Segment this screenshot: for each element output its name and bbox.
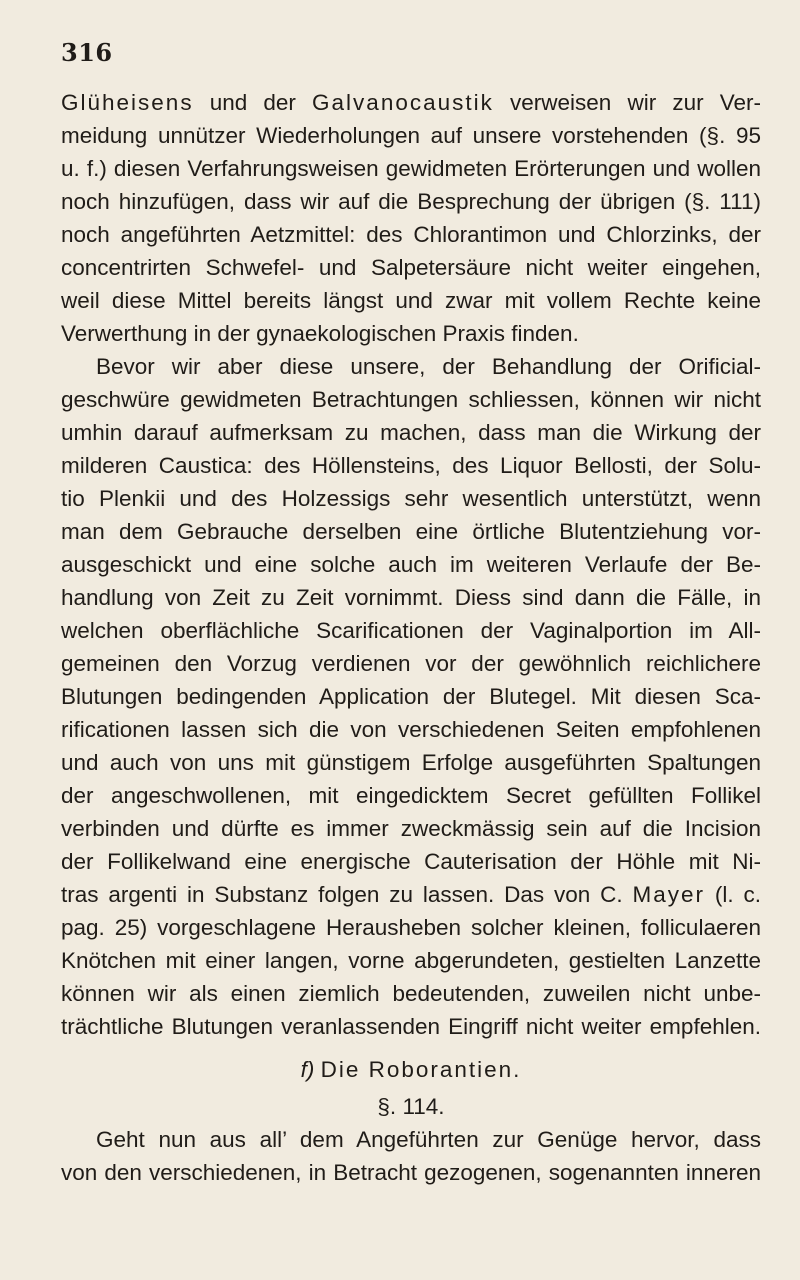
body-text	[61, 86, 761, 1189]
text-line: welchen oberflächliche Scarificationen der Vaginalportion im All-	[61, 618, 761, 643]
page-number: 316	[61, 38, 113, 67]
text-fragment: und der	[193, 90, 313, 115]
text-line: trächtliche Blutungen veranlassenden Eingriff nicht weiter empfehlen.	[61, 1014, 761, 1039]
text-line: noch hinzufügen, dass wir auf die Besprechung der übrigen (§. 111)	[61, 189, 761, 214]
text-line: rificationen lassen sich die von verschiedenen Seiten empfohlenen	[61, 717, 761, 742]
heading-title: Die Roborantien.	[320, 1057, 522, 1082]
text-line: tio Plenkii und des Holzessigs sehr wesentlich unterstützt, wenn	[61, 486, 761, 511]
text-line: können wir als einen ziemlich bedeutenden, zuweilen nicht unbe-	[61, 981, 761, 1006]
text-line: der Follikelwand eine energische Cauterisation der Höhle mit Ni-	[61, 849, 761, 874]
author-name: Mayer	[632, 882, 706, 907]
text-line: meidung unnützer Wiederholungen auf unsere vorstehenden (§. 95	[61, 123, 761, 148]
text-fragment: verweisen wir zur Ver-	[493, 90, 761, 115]
text-line	[61, 86, 761, 119]
text-line: weil diese Mittel bereits längst und zwar mit vollem Rechte keine	[61, 288, 761, 313]
text-line: umhin darauf aufmerksam zu machen, dass man die Wirkung der	[61, 420, 761, 445]
text-line: verbinden und dürfte es immer zweckmässig sein auf die Incision	[61, 816, 761, 841]
text-line: Bevor wir aber diese unsere, der Behandlung der Orificial-	[96, 354, 761, 379]
text-line: Verwerthung in der gynaekologischen Praxis finden.	[61, 321, 579, 346]
text-line: der angeschwollenen, mit eingedicktem Secret gefüllten Follikel	[61, 783, 761, 808]
text-line: von den verschiedenen, in Betracht gezogenen, sogenannten inneren	[61, 1160, 761, 1185]
heading-letter: f)	[300, 1057, 315, 1082]
text-line: Knötchen mit einer langen, vorne abgerundeten, gestielten Lanzette	[61, 948, 761, 973]
text-line: geschwüre gewidmeten Betrachtungen schliessen, können wir nicht	[61, 387, 761, 412]
text-line: und auch von uns mit günstigem Erfolge ausgeführten Spaltungen	[61, 750, 761, 775]
section-number: §. 114.	[377, 1094, 445, 1119]
text-line: man dem Gebrauche derselben eine örtliche Blutentziehung vor-	[61, 519, 761, 544]
text-line: noch angeführten Aetzmittel: des Chlorantimon und Chlorzinks, der	[61, 222, 761, 247]
text-line: Blutungen bedingenden Application der Blutegel. Mit diesen Sca-	[61, 684, 761, 709]
emphasis-term: Galvanocaustik	[312, 90, 494, 115]
text-fragment: tras argenti in Substanz folgen zu lassen.	[61, 882, 495, 907]
text-line: Geht nun aus all’ dem Angeführten zur Genüge hervor, dass	[96, 1127, 761, 1152]
section-heading	[61, 1053, 761, 1086]
text-line: u. f.) diesen Verfahrungsweisen gewidmeten Erörterungen und wollen	[61, 156, 761, 181]
text-line: concentrirten Schwefel- und Salpetersäure nicht weiter eingehen,	[61, 255, 761, 280]
text-line	[61, 878, 761, 911]
emphasis-term: Glüheisens	[61, 90, 194, 115]
text-line: pag. 25) vorgeschlagene Herausheben solcher kleinen, folliculaeren	[61, 915, 761, 940]
text-line: gemeinen den Vorzug verdienen vor der gewöhnlich reichlichere	[61, 651, 761, 676]
text-line: handlung von Zeit zu Zeit vornimmt. Diess sind dann die Fälle, in	[61, 585, 761, 610]
text-line: milderen Caustica: des Höllensteins, des Liquor Bellosti, der Solu-	[61, 453, 761, 478]
text-fragment: (l. c.	[705, 882, 761, 907]
text-line: ausgeschickt und eine solche auch im weiteren Verlaufe der Be-	[61, 552, 761, 577]
text-fragment: Das von C.	[504, 882, 633, 907]
